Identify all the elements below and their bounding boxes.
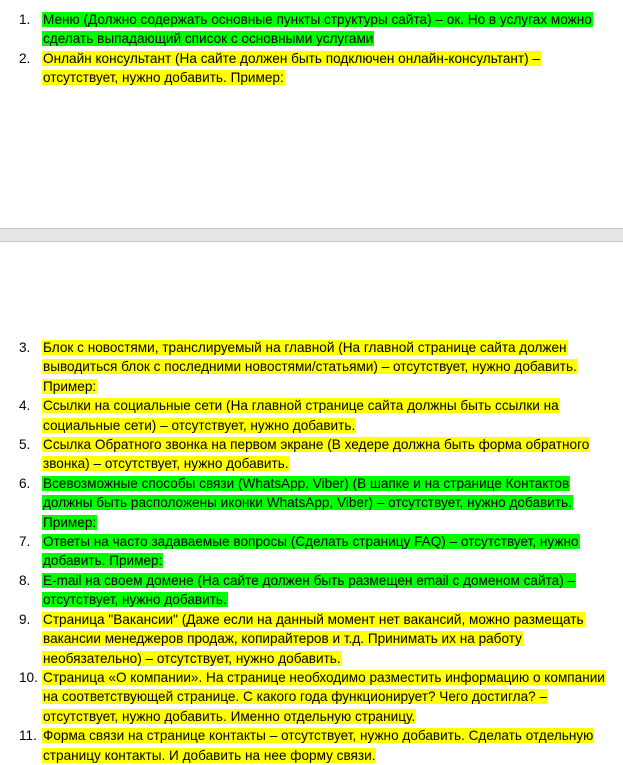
numbered-list-page-1 <box>0 10 623 88</box>
list-number: 7. <box>19 534 31 550</box>
list-item-4 <box>0 396 623 435</box>
document-page-1 <box>0 0 623 228</box>
list-item-text[interactable]: Меню (Должно содержать основные пункты структуры сайта) – ок. Но в услугах можно сделать выпадающий список с основными услугами <box>43 12 592 47</box>
list-number: 11. <box>19 728 37 744</box>
page-break-gap <box>0 228 623 242</box>
list-item-7 <box>0 532 623 571</box>
list-number: 5. <box>19 437 31 453</box>
list-number: 4. <box>19 398 31 414</box>
list-item-text[interactable]: Блок с новостями, транслируемый на главной (На главной странице сайта должен выводиться блок с последними новостями/статьями) – отсутствует, нужно добавить. Пример: <box>43 340 577 394</box>
list-item-8 <box>0 571 623 610</box>
list-number: 6. <box>19 475 31 491</box>
list-item-text[interactable]: Онлайн консультант (На сайте должен быть подключен онлайн-консультант) – отсутствует, нужно добавить. Пример: <box>43 50 540 86</box>
list-item-11 <box>0 726 623 765</box>
list-number: 8. <box>19 572 31 588</box>
list-item-2 <box>0 49 623 88</box>
list-item-text[interactable]: Страница «О компании». На странице необходимо разместить информацию о компании на соответствующей странице. С какого года функционирует? Чего достигла? – отсутствует, нужно добавить. Именно отдельную страницу. <box>43 669 605 724</box>
list-item-text[interactable]: Ссылки на социальные сети (На главной странице сайта должны быть ссылки на социальные сети) – отсутствует, нужно добавить. <box>43 398 559 433</box>
list-item-text[interactable]: Форма связи на странице контакты – отсутствует, нужно добавить. Сделать отдельную страницу контакты. И добавить на нее форму связи. <box>43 728 594 763</box>
list-number: 9. <box>19 611 31 627</box>
list-number: 1. <box>19 12 31 27</box>
numbered-list-page-2 <box>0 338 623 765</box>
document-page-2 <box>0 242 623 763</box>
list-item-6 <box>0 474 623 532</box>
list-item-text[interactable]: E-mail на своем домене (На сайте должен быть размещен email с доменом сайта) – отсутствует, нужно добавить. <box>43 572 576 608</box>
list-item-3 <box>0 338 623 396</box>
list-number: 3. <box>19 340 31 355</box>
list-item-text[interactable]: Ответы на часто задаваемые вопросы (Сделать страницу FAQ) – отсутствует, нужно добавить. Пример: <box>43 534 579 569</box>
list-item-1 <box>0 10 623 49</box>
list-item-10 <box>0 668 623 726</box>
list-item-5 <box>0 435 623 474</box>
list-number: 2. <box>19 50 31 66</box>
list-number: 10. <box>19 669 38 685</box>
list-item-text[interactable]: Страница "Вакансии" (Даже если на данный момент нет вакансий, можно размещать вакансии менеджеров продаж, копирайтеров и т.д. Принимать их на работу необязательно) – отсутствует, нужно добавить. <box>43 611 584 666</box>
list-item-text[interactable]: Всевозможные способы связи (WhatsApp, Viber) (В шапке и на странице Контактов должны быть расположены иконки WhatsApp, Viber) – отсутствует, нужно добавить. Пример: <box>43 475 572 530</box>
list-item-text[interactable]: Ссылка Обратного звонка на первом экране (В хедере должна быть форма обратного звонка) – отсутствует, нужно добавить. <box>43 437 590 472</box>
list-item-9 <box>0 610 623 668</box>
